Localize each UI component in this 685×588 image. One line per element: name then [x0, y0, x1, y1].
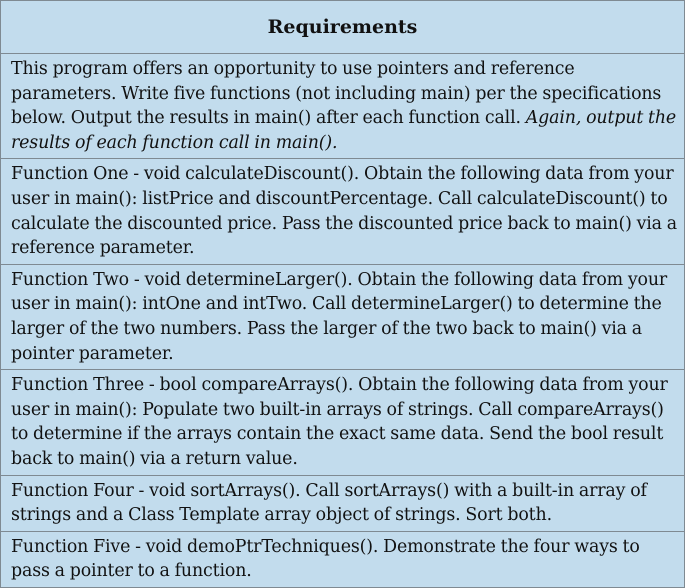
function-one-row — [1, 159, 685, 264]
function-three-text: Function Three - bool compareArrays(). Obtain the following data from your user in main(): Populate two built-in arrays of strings. Call compareArrays() to determine if the arrays contain the exact same data. Send the bool result back to main() via a return value. — [11, 375, 668, 469]
function-two-cell — [1, 264, 685, 369]
function-five-cell — [1, 531, 685, 587]
header-row — [1, 1, 685, 54]
intro-row — [1, 54, 685, 159]
function-five-row — [1, 531, 685, 587]
intro-emphasis: Again, output the results of each function call in main(). — [11, 108, 677, 153]
function-three-cell — [1, 370, 685, 475]
requirements-heading: Requirements — [1, 1, 685, 54]
function-one-cell — [1, 159, 685, 264]
function-four-cell — [1, 475, 685, 531]
function-three-row — [1, 370, 685, 475]
function-one-text: Function One - void calculateDiscount(). Obtain the following data from your user in main(): listPrice and discountPercentage. Call calculateDiscount() to calculate the discounted price. Pass the discounted price back to main() via a reference parameter. — [11, 164, 677, 259]
function-four-row — [1, 475, 685, 531]
intro-text: This program offers an opportunity to use pointers and reference parameters. Write five functions (not including main) per the specifications below. Output the results in main() after each function call. — [11, 59, 662, 129]
function-five-text: Function Five - void demoPtrTechniques(). Demonstrate the four ways to pass a pointer to a function. — [11, 536, 640, 582]
intro-paragraph — [11, 57, 680, 155]
intro-cell — [1, 54, 685, 159]
function-two-text: Function Two - void determineLarger(). Obtain the following data from your user in main(): intOne and intTwo. Call determineLarger() to determine the larger of the two numbers. Pass the larger of the two back to main() via a pointer parameter. — [11, 269, 668, 364]
function-two-row — [1, 264, 685, 369]
function-four-text: Function Four - void sortArrays(). Call sortArrays() with a built-in array of strings and a Class Template array object of strings. Sort both. — [11, 480, 647, 526]
